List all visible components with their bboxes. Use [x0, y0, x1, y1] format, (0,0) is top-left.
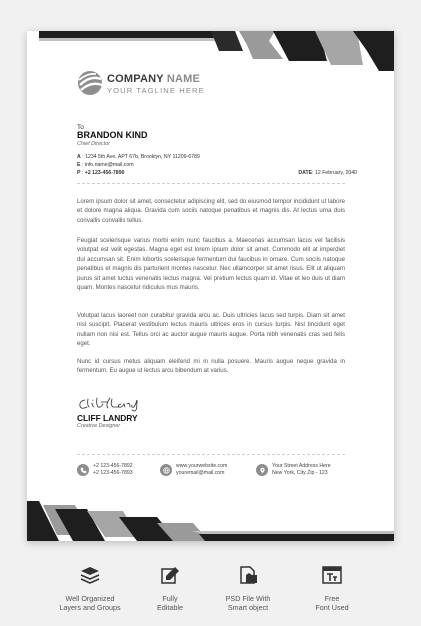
- divider-top: [77, 183, 345, 184]
- date-label: DATE: [298, 170, 313, 176]
- body-paragraph-1: Lorem ipsum dolor sit amet, consectetur adipiscing elit, sed do eiusmod tempor incididunt ut labore et dolore magna aliqua. Gravida cum sociis natoque penatibus et magnis dis. At lectus urna duis convallis convallis tellus.: [77, 198, 345, 224]
- feature-psd-line-2: Smart object: [227, 603, 269, 612]
- phone-line: P : +2 123-456-7890: [77, 170, 125, 176]
- feature-font-line-2: Font Used: [315, 603, 349, 612]
- location-pin-icon: [256, 464, 268, 476]
- bottom-decoration: [27, 501, 394, 541]
- footer-website[interactable]: www.yourwebsite.com: [176, 463, 228, 469]
- footer-address-1: Your Street Address Here: [272, 463, 331, 469]
- company-name-bold: COMPANY: [107, 73, 164, 85]
- divider-bottom: [77, 454, 345, 455]
- company-name-light: NAME: [166, 73, 201, 85]
- body-paragraph-2: Feugiat scelerisque varius morbi enim nunc faucibus a. Maecenas accumsan lacus vel facilisis volutpat est velit egestas. Magna eget est lorem ipsum dolor sit amet. Commodo elit at imperdiet dui accumsan sit. Enim lobortis scelerisque fermentum dui faucibus in ornare. Cum sociis natoque penatibus et magnis dis parturient montes nascetur. Nec ullamcorper sit amet risus. Elit ut aliquam purus sit amet luctus venenatis lectus magna. Vel pretium lectus quam id. Vitae et leo duis ut diam quam. Montes nascetur ridiculus mus mauris.: [77, 237, 345, 292]
- footer-address-2: New York, City Zip - 123: [272, 470, 328, 476]
- feature-editable-line-1: Fully: [162, 594, 178, 603]
- layers-icon: [79, 565, 101, 585]
- recipient-role: Chief Director: [77, 141, 110, 147]
- sender-role: Creative Designer: [77, 423, 121, 429]
- font-icon: [321, 565, 343, 585]
- footer-address: [256, 463, 331, 477]
- feature-psd-line-1: PSD File With: [225, 594, 271, 603]
- file-icon: [237, 565, 259, 585]
- handwritten-signature: [77, 396, 147, 412]
- footer-phone-2: +2 123-456-7893: [93, 470, 133, 476]
- letterhead-page: [27, 31, 394, 541]
- sender-name: CLIFF LANDRY: [77, 413, 138, 423]
- footer-phone-1: +2 123-456-7892: [93, 463, 133, 469]
- feature-layers-line-2: Layers and Groups: [59, 603, 121, 612]
- footer-web: [160, 463, 227, 477]
- company-name: [107, 73, 200, 85]
- to-label: To: [77, 124, 84, 131]
- feature-font-line-1: Free: [324, 594, 340, 603]
- edit-icon: [159, 565, 181, 585]
- email-line: E : info.name@mail.com: [77, 162, 134, 168]
- body-paragraph-3: Volutpat lacus laoreet non curabitur gravida arcu ac. Duis ultricies lacus sed turpis. Diam sit amet nisl suscipit. Placerat vestibulum lectus mauris ultrices eros in cursus turpis. Nisl tincidunt eget nullam non nisi est. Tellus orci ac auctor augue mauris augue. Porta nibh venenatis cras sed felis eget.: [77, 312, 345, 348]
- footer-phone: [77, 463, 133, 477]
- feature-font: [287, 565, 377, 612]
- company-logo-icon: [77, 70, 103, 96]
- email-value: info.name@mail.com: [84, 162, 134, 168]
- email-label: E: [77, 162, 81, 168]
- phone-label: P: [77, 170, 81, 176]
- phone-icon: [77, 464, 89, 476]
- globe-icon: [160, 464, 172, 476]
- address-line: A : 1234 5th Ave, APT 67b, Brooklyn, NY 11209-6789: [77, 154, 200, 160]
- address-label: A: [77, 154, 81, 160]
- date-value: 12 February, 2040: [314, 170, 357, 176]
- feature-editable-line-2: Editable: [157, 603, 183, 612]
- feature-psd: [203, 565, 293, 612]
- feature-layers-line-1: Well Organized: [65, 594, 115, 603]
- date-line: DATE: 12 February, 2040: [298, 170, 357, 176]
- top-decoration: [27, 31, 394, 71]
- recipient-name: BRANDON KIND: [77, 130, 148, 140]
- footer-email[interactable]: youremail@mail.com: [176, 470, 225, 476]
- feature-editable: [125, 565, 215, 612]
- feature-layers: [45, 565, 135, 612]
- company-tagline: YOUR TAGLINE HERE: [107, 86, 205, 95]
- phone-value: +2 123-456-7890: [84, 170, 125, 176]
- body-paragraph-4: Nunc id cursus metus aliquam eleifend mi in nulla posuere. Mauris augue neque gravida in fermentum. Eu augue ut lectus arcu bibendum at varius.: [77, 358, 345, 375]
- address-value: 1234 5th Ave, APT 67b, Brooklyn, NY 11209-6789: [85, 154, 200, 160]
